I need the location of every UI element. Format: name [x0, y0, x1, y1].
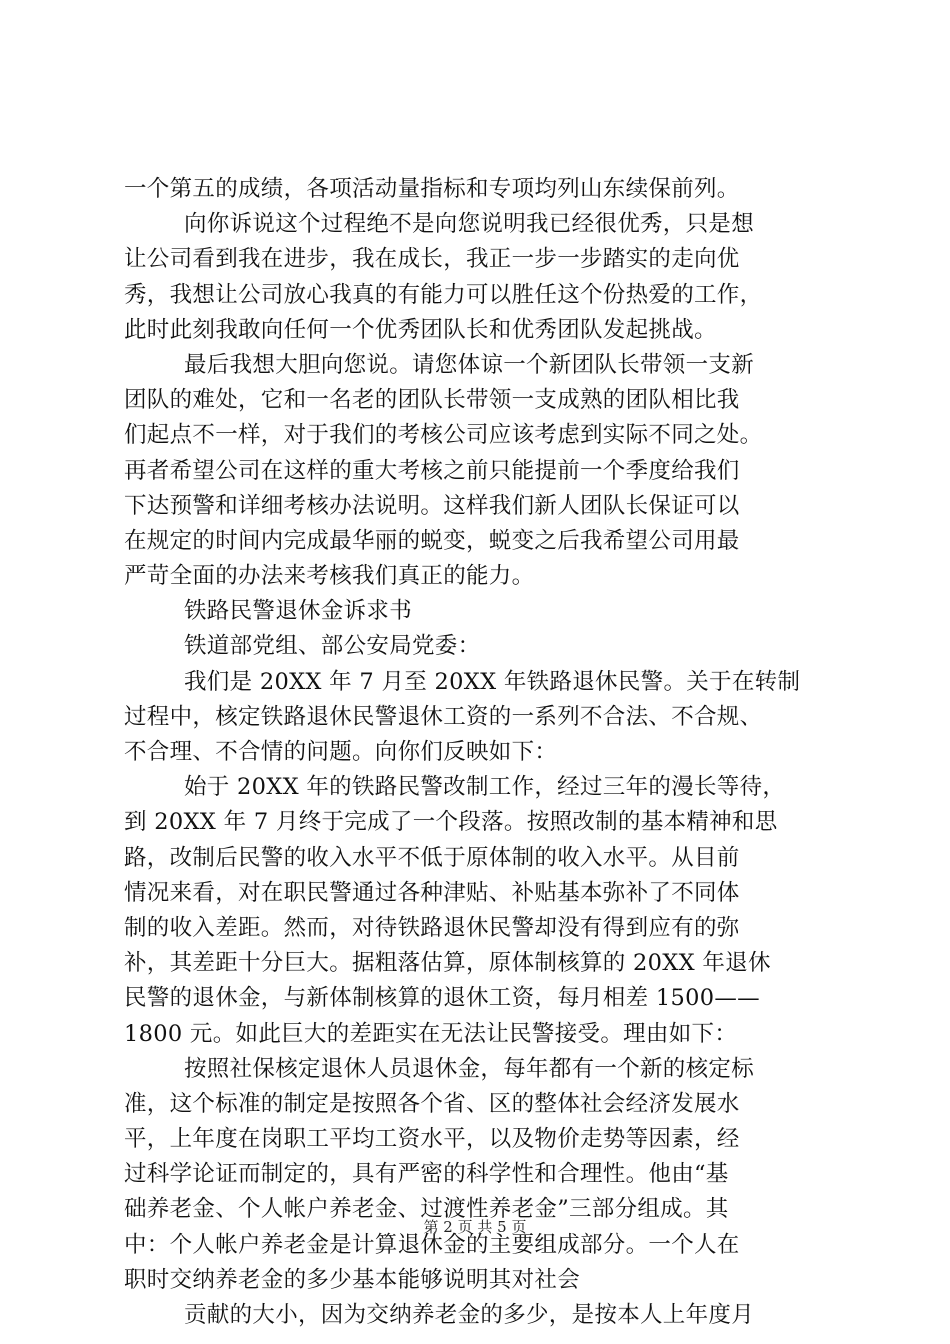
text-line: 按照社保核定退休人员退休金，每年都有一个新的核定标: [184, 1055, 755, 1082]
text-line: 我们是 20XX 年 7 月至 20XX 年铁路退休民警。关于在转制: [184, 668, 801, 695]
text-line: 让公司看到我在进步，我在成长，我正一步一步踏实的走向优: [124, 246, 740, 273]
text-line: 础养老金、个人帐户养老金、过渡性养老金”三部分组成。其: [124, 1196, 729, 1223]
text-line: 在规定的时间内完成最华丽的蜕变，蜕变之后我希望公司用最: [124, 527, 740, 554]
text-line: 中：个人帐户养老金是计算退休金的主要组成部分。一个人在: [124, 1231, 740, 1258]
text-line: 下达预警和详细考核办法说明。这样我们新人团队长保证可以: [124, 492, 740, 519]
text-line: 始于 20XX 年的铁路民警改制工作，经过三年的漫长等待，: [184, 774, 786, 801]
text-line: 过科学论证而制定的，具有严密的科学性和合理性。他由“基: [124, 1161, 729, 1188]
text-line: 贡献的大小，因为交纳养老金的多少，是按本人上年度月: [184, 1302, 755, 1328]
text-line: 铁路民警退休金诉求书: [184, 598, 413, 625]
text-line: 们起点不一样，对于我们的考核公司应该考虑到实际不同之处。: [124, 422, 763, 449]
text-line: 最后我想大胆向您说。请您体谅一个新团队长带领一支新: [184, 351, 755, 378]
text-line: 秀，我想让公司放心我真的有能力可以胜任这个份热爱的工作，: [124, 281, 763, 308]
text-line: 路，改制后民警的收入水平不低于原体制的收入水平。从目前: [124, 844, 740, 871]
text-line: 严苛全面的办法来考核我们真正的能力。: [124, 563, 535, 590]
text-line: 一个第五的成绩，各项活动量指标和专项均列山东续保前列。: [124, 176, 740, 202]
text-line: 准，这个标准的制定是按照各个省、区的整体社会经济发展水: [124, 1090, 740, 1117]
text-line: 过程中，核定铁路退休民警退休工资的一系列不合法、不合规、: [124, 703, 763, 730]
text-line: 职时交纳养老金的多少基本能够说明其对社会: [124, 1266, 581, 1293]
text-line: 民警的退休金，与新体制核算的退休工资，每月相差 1500——: [124, 985, 760, 1012]
text-line: 再者希望公司在这样的重大考核之前只能提前一个季度给我们: [124, 457, 740, 484]
text-line: 情况来看，对在职民警通过各种津贴、补贴基本弥补了不同体: [124, 879, 740, 906]
text-line: 团队的难处，它和一名老的团队长带领一支成熟的团队相比我: [124, 387, 740, 414]
text-line: 到 20XX 年 7 月终于完成了一个段落。按照改制的基本精神和思: [124, 809, 778, 836]
text-line: 补，其差距十分巨大。据粗落估算，原体制核算的 20XX 年退休: [124, 950, 771, 977]
document-body: [124, 172, 844, 1333]
page-footer: 第 2 页 共 5 页: [423, 1218, 527, 1236]
text-line: 制的收入差距。然而，对待铁路退休民警却没有得到应有的弥: [124, 914, 740, 941]
text-line: 不合理、不合情的问题。向你们反映如下：: [124, 739, 558, 765]
text-line: 1800 元。如此巨大的差距实在无法让民警接受。理由如下：: [124, 1020, 738, 1047]
text-line: 铁道部党组、部公安局党委：: [184, 633, 481, 660]
text-line: 向你诉说这个过程绝不是向您说明我已经很优秀，只是想: [184, 211, 755, 238]
text-line: 平，上年度在岗职工平均工资水平，以及物价走势等因素，经: [124, 1126, 740, 1153]
text-line: 此时此刻我敢向任何一个优秀团队长和优秀团队发起挑战。: [124, 316, 717, 343]
